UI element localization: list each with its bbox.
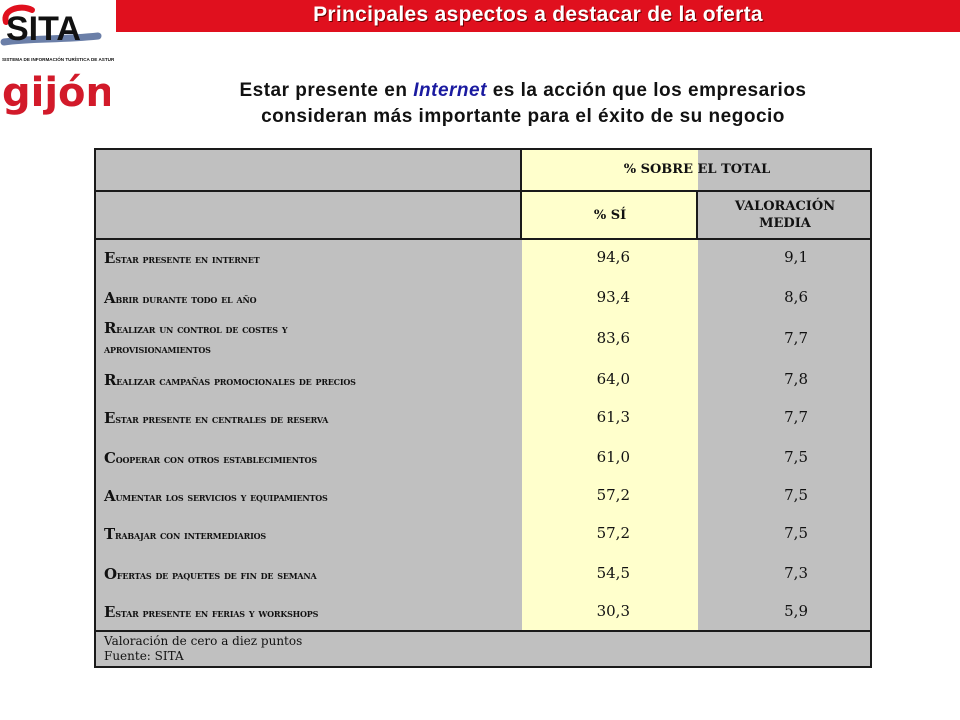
gijon-logo-text: gijón <box>2 70 110 116</box>
row-valoracion-value: 9,1 <box>784 248 808 266</box>
subtitle-after: es la acción que los empresarios <box>486 80 807 101</box>
row-valoracion-value: 7,8 <box>784 370 808 388</box>
footer-source: Fuente: SITA <box>104 649 184 663</box>
row-si-value: 61,3 <box>596 408 630 426</box>
header-si: % SÍ <box>593 208 627 223</box>
row-si-value: 61,0 <box>596 448 630 466</box>
row-si-value: 57,2 <box>596 486 630 504</box>
header-valoracion-line-2: MEDIA <box>759 216 811 231</box>
title-banner <box>116 0 960 32</box>
row-valoracion-value: 7,3 <box>784 564 808 582</box>
row-valoracion-value: 5,9 <box>784 602 808 620</box>
data-table <box>94 148 872 668</box>
row-label: Cooperar con otros establecimientos <box>104 449 317 467</box>
row-label: Ofertas de paquetes de fin de semana <box>104 565 317 583</box>
row-valoracion-value: 7,7 <box>784 329 808 347</box>
row-label: Realizar campañas promocionales de precios <box>104 371 356 389</box>
subtitle-highlight: Internet <box>413 80 487 101</box>
row-label: Aumentar los servicios y equipamientos <box>104 487 328 505</box>
footer-divider <box>96 630 870 632</box>
row-valoracion-value: 7,5 <box>784 524 808 542</box>
subtitle-before: Estar presente en <box>239 80 414 101</box>
row-label: Estar presente en ferias y workshops <box>104 603 319 621</box>
row-valoracion-value: 7,5 <box>784 448 808 466</box>
row-si-value: 93,4 <box>596 288 630 306</box>
sita-logo <box>0 0 114 64</box>
header-divider-2 <box>96 238 870 240</box>
row-label: Abrir durante todo el año <box>104 289 257 307</box>
row-si-value: 57,2 <box>596 524 630 542</box>
row-si-value: 54,5 <box>596 564 630 582</box>
sita-logo-text: SITA <box>6 10 81 48</box>
row-label: Trabajar con intermediarios <box>104 525 266 543</box>
row-label: Estar presente en centrales de reserva <box>104 409 329 427</box>
row-valoracion-value: 8,6 <box>784 288 808 306</box>
header-valoracion-line-1: VALORACIÓN <box>734 199 836 214</box>
row-valoracion-value: 7,5 <box>784 486 808 504</box>
gijon-logo <box>0 68 110 122</box>
header-divider-1 <box>96 190 870 192</box>
sita-logo-caption: SISTEMA DE INFORMACIÓN TURÍSTICA DE ASTURIAS <box>2 57 114 62</box>
subtitle <box>150 78 896 130</box>
table-footer <box>104 634 302 664</box>
header-group: % SOBRE EL TOTAL <box>623 162 771 177</box>
row-si-value: 30,3 <box>596 602 630 620</box>
footer-note: Valoración de cero a diez puntos <box>104 634 303 648</box>
slide-title: Principales aspectos a destacar de la oferta <box>313 3 763 26</box>
row-label: Estar presente en internet <box>104 249 260 267</box>
row-label: Realizar un control de costes y aprovisionamientos <box>104 319 288 356</box>
subtitle-line-2: consideran más importante para el éxito de su negocio <box>261 106 785 127</box>
row-si-value: 64,0 <box>596 370 630 388</box>
label-col-divider <box>520 150 522 238</box>
header-valoracion <box>698 198 872 232</box>
row-si-value: 83,6 <box>596 329 630 347</box>
row-si-value: 94,6 <box>596 248 630 266</box>
subtitle-line-1 <box>150 78 896 104</box>
header-vdivider <box>696 190 698 238</box>
row-valoracion-value: 7,7 <box>784 408 808 426</box>
